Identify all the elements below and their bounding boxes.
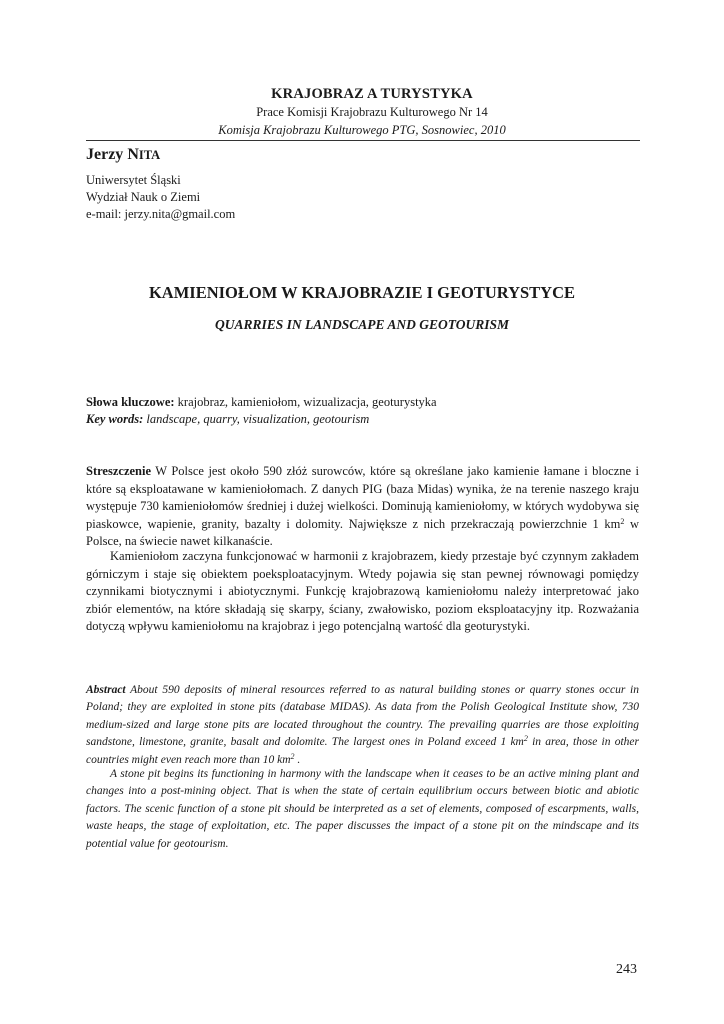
summary-text-1a: W Polsce jest około 590 złóż surowców, które są określane jako kamienie łamane i bloczne i które są eksploatawane w kamieniołomach. Z danych PIG (baza Midas) wynika, że na terenie naszego kraju występuje 730 kamieniołomów średniej i dużej wielkości. Dominują kamieniołomy, w których wydobywa się piaskowce, wapienie, granity, bazalty i dolomity. Największe z nich przekraczają powierzchnie 1 km <box>86 464 640 531</box>
journal-publisher: Komisja Krajobrazu Kulturowego PTG, Sosnowiec, 2010 <box>218 123 506 137</box>
page-number: 243 <box>616 962 637 977</box>
abstract-paragraph-1 <box>86 682 639 769</box>
summary-superscript: 2 <box>620 516 625 526</box>
paper-title-polish: KAMIENIOŁOM W KRAJOBRAZIE I GEOTURYSTYCE <box>148 283 576 302</box>
author-first-name: Jerzy <box>86 146 124 163</box>
author-affiliation <box>86 172 235 223</box>
header-rule <box>86 140 640 141</box>
affiliation-faculty: Wydział Nauk o Ziemi <box>86 190 201 204</box>
abstract-superscript-2: 2 <box>290 751 295 761</box>
keywords-english <box>86 411 437 428</box>
keywords-polish-label: Słowa kluczowe: <box>86 395 175 409</box>
abstract-paragraph-2: A stone pit begins its functioning in harmony with the landscape when it ceases to be an active mining plant and changes into a post-mining object. That is when the state of certain equilibrium occurs between biotic and abiotic factors. The scenic function of a stone pit should be interpreted as a set of elements, composed of escarpments, walls, waste heaps, the stage of exploitation, etc. The paper discusses the impact of a stone pit on the mindscape and its potential value for geotourism. <box>86 768 639 850</box>
keywords-english-label: Key words: <box>86 412 144 426</box>
summary-paragraph-1 <box>86 463 639 551</box>
summary-paragraph-2: Kamieniołom zaczyna funkcjonować w harmonii z krajobrazem, kiedy przestaje być czynnym zakładem górniczym i staje się obiektem poeksploatacyjnym. Wtedy pojawia się stan pewnej równowagi pomiędzy czynnikami biotycznymi i abiotycznymi. Funkcję krajobrazową kamieniołomu należy interpretować jako zbiór elementów, na które składają się skarpy, ściany, zwałowisko, poziom eksploatacyjny itp. Rozważania dotyczą wpływu kamieniołomu na krajobraz i jego potencjalną wartość dla geoturystyki. <box>86 549 639 633</box>
keywords-polish-text: krajobraz, kamieniołom, wizualizacja, geoturystyka <box>177 395 437 409</box>
summary-text-1b: w Polsce, na świecie nawet kilkanaście. <box>86 516 639 548</box>
keywords-block <box>86 394 437 428</box>
journal-series: Prace Komisji Krajobrazu Kulturowego Nr 14 <box>256 105 488 119</box>
keywords-polish <box>86 394 437 411</box>
abstract-label: Abstract <box>86 684 126 696</box>
author-surname-rest: ITA <box>138 148 161 162</box>
abstract-text-1b: in area, those in other countries might even reach more than 10 km <box>86 736 640 766</box>
abstract-text-1a: About 590 deposits of mineral resources referred to as natural building stones or quarry stones occur in Poland; they are exploited in stone pits (database MIDAS). As data from the Polish Geological Institute show, 730 medium-sized and large stone pits are located throughout the country. The prevailing quarries are those exploiting sandstone, limestone, granite, basalt and dolomite. The largest ones in Poland exceed 1 km <box>86 684 639 749</box>
author-email: e-mail: jerzy.nita@gmail.com <box>86 207 236 221</box>
abstract-text-1c: . <box>294 753 301 766</box>
affiliation-university: Uniwersytet Śląski <box>86 173 181 187</box>
author-name <box>86 146 160 164</box>
keywords-english-text: landscape, quarry, visualization, geotourism <box>146 412 370 426</box>
paper-title-english: QUARRIES IN LANDSCAPE AND GEOTOURISM <box>214 317 510 332</box>
author-surname-initial: N <box>127 146 139 163</box>
abstract-superscript-1: 2 <box>523 734 528 744</box>
summary-label: Streszczenie <box>86 464 152 478</box>
journal-title: KRAJOBRAZ A TURYSTYKA <box>271 86 473 102</box>
